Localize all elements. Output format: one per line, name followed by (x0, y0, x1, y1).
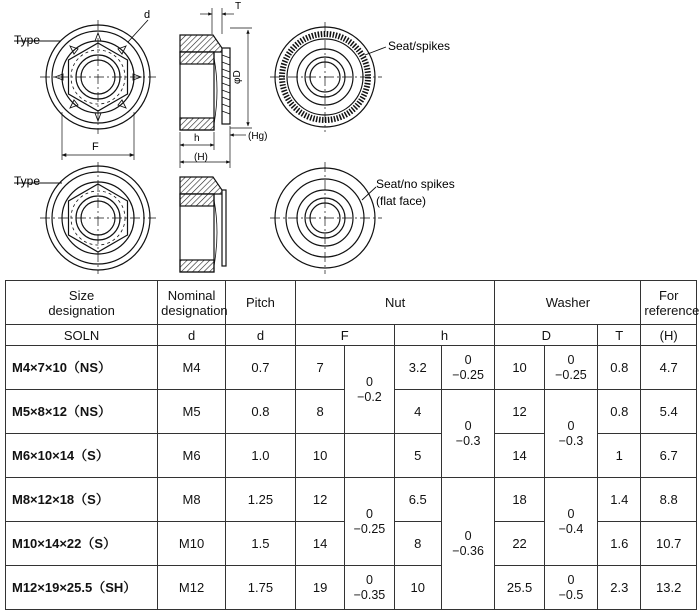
t-cell: 0.8 (598, 390, 641, 434)
d-tolerance-4 (544, 566, 597, 610)
nominal-cell: M12 (158, 566, 226, 610)
header-size-designation (6, 281, 158, 325)
header-size-line-2: designation (48, 302, 115, 318)
d-cell: 14 (495, 434, 544, 478)
f-cell: 14 (295, 522, 344, 566)
size-cell: M8×12×18（S） (6, 478, 158, 522)
h-cell: 10 (394, 566, 441, 610)
ref-cell: 6.7 (641, 434, 697, 478)
header-ref-line-1: For (658, 287, 679, 303)
header-row-2 (6, 325, 697, 346)
f-cell: 8 (295, 390, 344, 434)
tol-upper: 0 (365, 374, 373, 389)
dim-t-label: T (235, 1, 242, 12)
seat-no-spikes-label: Seat/no spikes (376, 177, 455, 191)
size-cell: M10×14×22（S） (6, 522, 158, 566)
size-cell: M6×10×14（S） (6, 434, 158, 478)
h-cell: 5 (394, 434, 441, 478)
tol-lower: −0.3 (558, 433, 584, 448)
pitch-cell: 1.0 (226, 434, 296, 478)
header-soln: SOLN (6, 325, 158, 346)
nominal-cell: M4 (158, 346, 226, 390)
size-cell: M4×7×10（NS） (6, 346, 158, 390)
header-t: T (598, 325, 641, 346)
tol-lower: −0.4 (558, 521, 584, 536)
header-nut: Nut (295, 281, 494, 325)
header-washer: Washer (495, 281, 641, 325)
h-tolerance-1 (441, 346, 495, 390)
rear-view-spiked (270, 22, 386, 132)
t-cell: 2.3 (598, 566, 641, 610)
h-cell: 8 (394, 522, 441, 566)
tol-lower: −0.5 (558, 587, 584, 602)
header-f: F (295, 325, 394, 346)
tol-lower: −0.36 (452, 543, 484, 558)
tol-lower: −0.25 (555, 367, 587, 382)
f-cell: 19 (295, 566, 344, 610)
t-cell: 1 (598, 434, 641, 478)
header-h-ref: (H) (641, 325, 697, 346)
d-cell: 25.5 (495, 566, 544, 610)
seat-spikes-label: Seat/spikes (388, 39, 451, 53)
size-cell: M5×8×12（NS） (6, 390, 158, 434)
nominal-cell: M8 (158, 478, 226, 522)
d-tolerance-2 (544, 390, 597, 478)
header-nominal-d: d (158, 325, 226, 346)
f-cell: 10 (295, 434, 344, 478)
tol-lower: −0.2 (357, 389, 382, 404)
header-size-line-1: Size (68, 287, 95, 303)
tol-upper: 0 (365, 506, 373, 521)
ref-cell: 4.7 (641, 346, 697, 390)
dim-phi-d-label: φD (232, 70, 243, 84)
tol-lower: −0.35 (353, 587, 386, 602)
header-row-1 (6, 281, 697, 325)
f-tolerance-3 (345, 566, 394, 610)
pitch-cell: 1.25 (226, 478, 296, 522)
size-cell: M12×19×25.5（SH） (6, 566, 158, 610)
header-for-reference (641, 281, 700, 325)
pitch-cell: 1.5 (226, 522, 296, 566)
tol-lower: −0.25 (353, 521, 386, 536)
dim-h-label: h (194, 133, 200, 144)
t-cell: 1.4 (598, 478, 641, 522)
dim-h-paren-label: (H) (194, 152, 208, 163)
h-cell: 6.5 (394, 478, 441, 522)
header-ref-line-2: reference (644, 302, 700, 318)
f-cell: 7 (295, 346, 344, 390)
header-washer-d: D (495, 325, 598, 346)
tol-upper: 0 (567, 572, 575, 587)
nominal-cell: M6 (158, 434, 226, 478)
d-cell: 12 (495, 390, 544, 434)
tol-upper: 0 (567, 506, 575, 521)
dim-hg-label: (Hg) (248, 131, 268, 142)
table-row (6, 346, 697, 390)
tol-upper: 0 (365, 572, 373, 587)
flat-face-label: (flat face) (376, 194, 427, 208)
d-tolerance-3 (544, 478, 597, 566)
ref-cell: 5.4 (641, 390, 697, 434)
side-view-flat (180, 177, 226, 272)
tol-upper: 0 (464, 418, 472, 433)
d-cell: 10 (495, 346, 544, 390)
header-pitch: Pitch (226, 281, 296, 325)
tol-upper: 0 (464, 528, 472, 543)
t-cell: 0.8 (598, 346, 641, 390)
nominal-cell: M5 (158, 390, 226, 434)
pitch-cell: 0.8 (226, 390, 296, 434)
table-row (6, 478, 697, 522)
f-tolerance-empty (345, 434, 394, 478)
h-cell: 3.2 (394, 346, 441, 390)
header-pitch-d: d (226, 325, 296, 346)
f-tolerance-2 (345, 478, 394, 566)
d-cell: 22 (495, 522, 544, 566)
spec-table (5, 280, 700, 610)
nominal-cell: M10 (158, 522, 226, 566)
dim-d-label: d (144, 9, 151, 21)
ref-cell: 10.7 (641, 522, 697, 566)
dim-f-label: F (92, 141, 99, 153)
tol-lower: −0.3 (455, 433, 481, 448)
header-h: h (394, 325, 495, 346)
h-tolerance-3 (441, 478, 495, 610)
technical-drawing (0, 0, 700, 280)
tol-lower: −0.25 (452, 367, 484, 382)
ref-cell: 8.8 (641, 478, 697, 522)
ref-cell: 13.2 (641, 566, 697, 610)
tol-upper: 0 (567, 418, 575, 433)
pitch-cell: 1.75 (226, 566, 296, 610)
d-tolerance-1 (544, 346, 597, 390)
h-tolerance-2 (441, 390, 495, 478)
type-label-bottom: Type (14, 174, 41, 188)
f-cell: 12 (295, 478, 344, 522)
side-view-spiked (180, 8, 252, 168)
header-nominal-line-2: designation (161, 302, 228, 318)
rear-view-flat (270, 162, 382, 274)
pitch-cell: 0.7 (226, 346, 296, 390)
f-tolerance-1 (345, 346, 394, 434)
tol-upper: 0 (567, 352, 575, 367)
header-nominal-designation (158, 281, 226, 325)
header-nominal-line-1: Nominal (167, 287, 216, 303)
t-cell: 1.6 (598, 522, 641, 566)
type-label-top: Type (14, 33, 41, 47)
h-cell: 4 (394, 390, 441, 434)
table-row (6, 566, 697, 610)
tol-upper: 0 (464, 352, 472, 367)
d-cell: 18 (495, 478, 544, 522)
